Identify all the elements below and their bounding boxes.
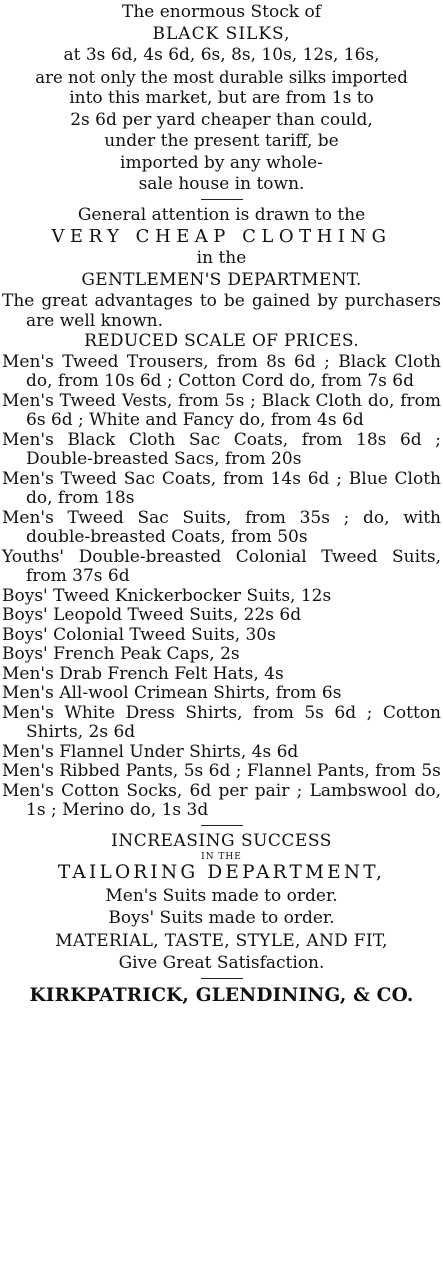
price-item: Boys' French Peak Caps, 2s [2, 644, 240, 664]
price-item: Men's Cotton Socks, 6d per pair ; Lambswool do, 1s ; Merino do, 1s 3d [2, 780, 441, 820]
firm-name: KIRKPATRICK, GLENDINING, & CO. [29, 985, 414, 1006]
price-item: Men's Tweed Trousers, from 8s 6d ; Black Cloth do, from 10s 6d ; Cotton Cord do, from 7s 6d [2, 351, 441, 391]
price-item: Men's Flannel Under Shirts, 4s 6d [2, 741, 299, 762]
price-item: Men's Tweed Sac Coats, from 14s 6d ; Blue Cloth do, from 18s [2, 468, 441, 508]
divider-rule [201, 825, 243, 826]
price-scale-heading: REDUCED SCALE OF PRICES. [84, 331, 359, 351]
silks-line: sale house in town. [138, 174, 305, 194]
price-item: Boys' Leopold Tweed Suits, 22s 6d [2, 605, 302, 625]
price-list [2, 353, 441, 821]
attention-line: General attention is drawn to the [77, 204, 366, 225]
in-the-line: in the [196, 248, 247, 268]
tailoring-section [2, 831, 441, 975]
price-item: Boys' Tweed Knickerbocker Suits, 12s [2, 585, 332, 606]
price-item: Men's Tweed Vests, from 5s ; Black Cloth do, from 6s 6d ; White and Fancy do, from 4s 6d [2, 390, 441, 430]
clothing-section [2, 205, 441, 821]
silks-prices: at 3s 6d, 4s 6d, 6s, 8s, 10s, 12s, 16s, [63, 45, 380, 65]
divider-rule [201, 199, 243, 200]
price-item: Boys' Colonial Tweed Suits, 30s [2, 624, 276, 645]
tailoring-department-heading: TAILORING DEPARTMENT, [57, 862, 386, 883]
silks-line: 2s 6d per yard cheaper than could, [70, 109, 373, 130]
silks-heading: BLACK SILKS, [152, 23, 291, 44]
silks-section [2, 2, 441, 196]
silks-line: into this market, but are from 1s to [69, 88, 374, 108]
material-line: MATERIAL, TASTE, STYLE, AND FIT, [55, 931, 388, 951]
mens-suits-line: Men's Suits made to order. [105, 886, 338, 906]
silks-line: imported by any whole- [120, 152, 323, 173]
boys-suits-line: Boys' Suits made to order. [108, 907, 335, 928]
clothing-headline: VERY CHEAP CLOTHING [51, 226, 392, 247]
price-item: Men's White Dress Shirts, from 5s 6d ; Cotton Shirts, 2s 6d [2, 702, 441, 742]
advantages-paragraph: The great advantages to be gained by purchasers are well known. [2, 291, 441, 331]
in-the-small: IN THE [201, 852, 242, 862]
price-item: Men's Drab French Felt Hats, 4s [2, 663, 284, 684]
divider-rule [201, 978, 243, 979]
increasing-success-heading: INCREASING SUCCESS [111, 830, 332, 851]
price-item: Men's Black Cloth Sac Coats, from 18s 6d ; Double-breasted Sacs, from 20s [2, 429, 441, 469]
satisfaction-line: Give Great Satisfaction. [118, 952, 325, 973]
price-item: Men's All-wool Crimean Shirts, from 6s [2, 683, 342, 703]
silks-line: are not only the most durable silks imported [35, 67, 408, 87]
silks-line: The enormous Stock of [121, 2, 322, 22]
price-item: Youths' Double-breasted Colonial Tweed Suits, from 37s 6d [2, 546, 441, 586]
price-item: Men's Tweed Sac Suits, from 35s ; do, with double-breasted Coats, from 50s [2, 507, 441, 547]
price-item: Men's Ribbed Pants, 5s 6d ; Flannel Pants, from 5s [2, 761, 441, 781]
gentlemens-department-heading: GENTLEMEN'S DEPARTMENT. [81, 269, 362, 290]
silks-line: under the present tariff, be [104, 131, 339, 151]
